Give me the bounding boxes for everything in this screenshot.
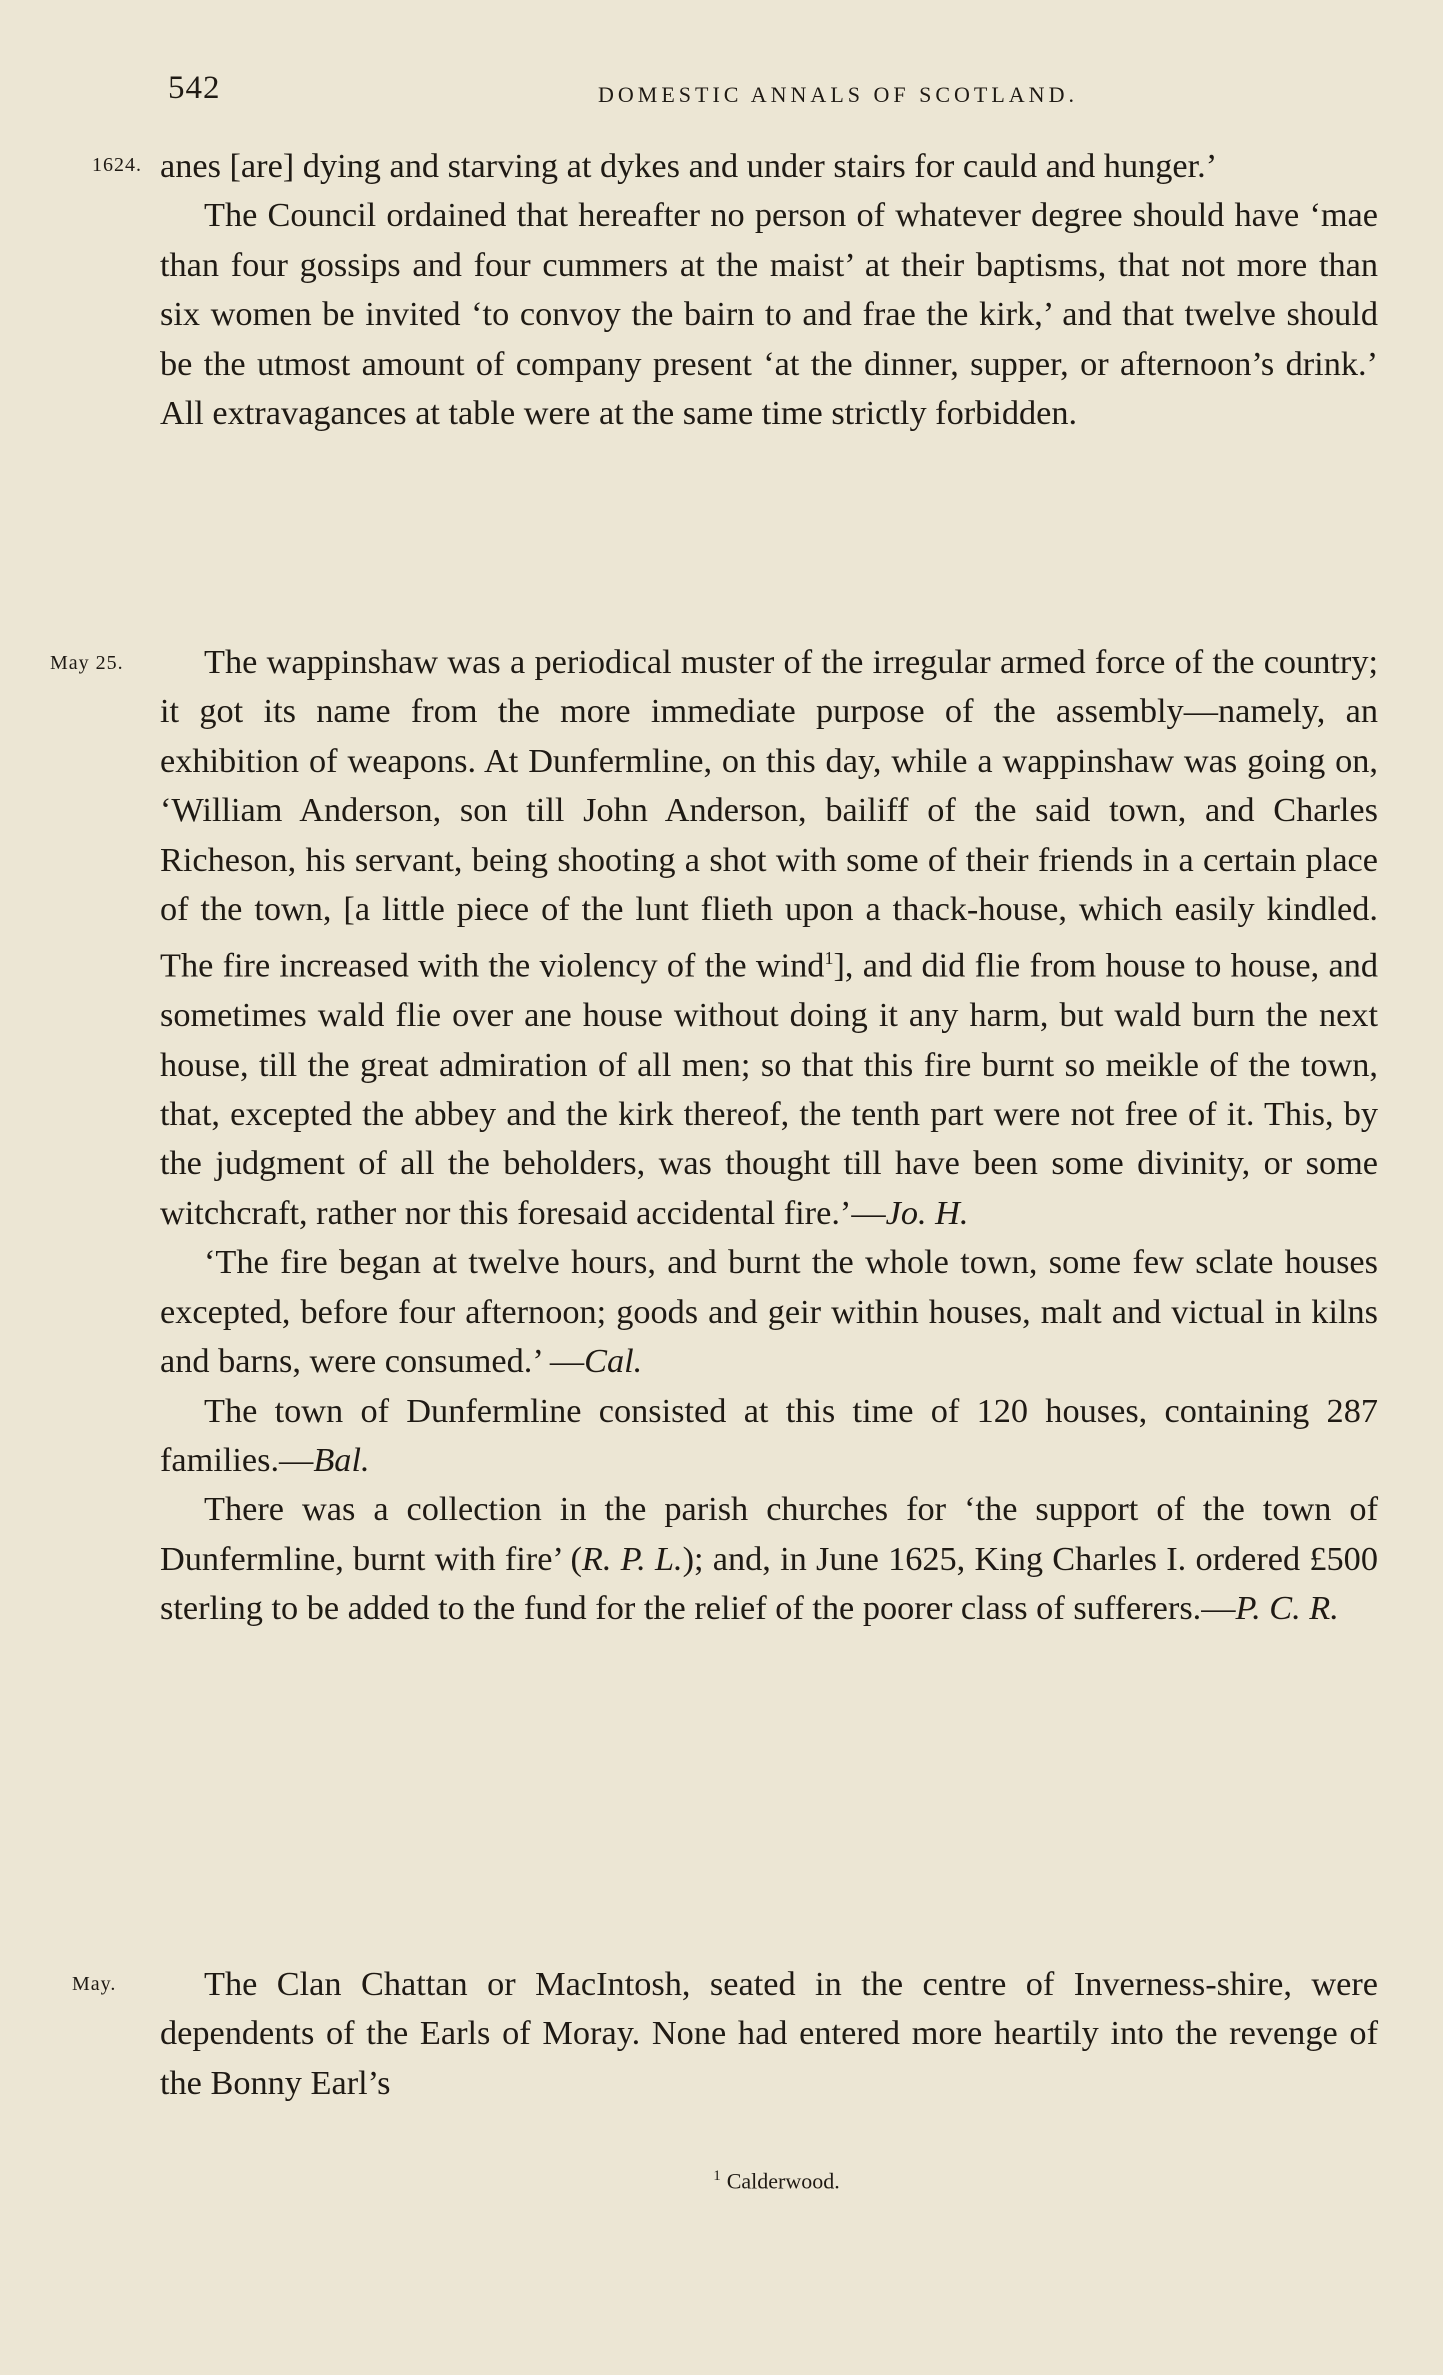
margin-note-may: May. bbox=[72, 1973, 117, 1995]
source-citation: R. P. L. bbox=[581, 1539, 683, 1578]
footnote-ref: 1 bbox=[824, 948, 834, 969]
source-citation: P. C. R. bbox=[1235, 1589, 1339, 1628]
source-citation: Cal. bbox=[584, 1342, 643, 1381]
footnote-text: Calderwood. bbox=[726, 2168, 840, 2194]
footnote bbox=[0, 2168, 1443, 2194]
page-header bbox=[168, 70, 1378, 120]
paragraph: The wappinshaw was a periodical muster of the irregular armed force of the country; it got its name from the more immediate purpose of the assembly—namely, an exhibition of weapons. At Dunfermline, on this day, while a wappinshaw was going on, ‘William Anderson, son till John Anderson, bailiff of the said town, and Charles Richeson, his servant, being shooting a shot with some of their friends in a certain place of the town, [a little piece of the lunt flieth upon a thack-house, which easily kindled. The fire increased with the violency of the wind$^1$], and did flie from house to house, and sometimes wald flie over ane house without doing it any harm, but wald burn the next house, till the great admiration of all men; so that this fire burnt so meikle of the town, that, excepted the abbey and the kirk thereof, the tenth part were not free of it. This, by the judgment of all the beholders, was thought till have been some divinity, or some witchcraft, rather nor this foresaid accidental fire.’—Jo. H. bbox=[160, 643, 1379, 1232]
source-citation: Bal. bbox=[313, 1440, 370, 1479]
paragraph: ‘The fire began at twelve hours, and burnt the whole town, some few sclate houses excepted, before four afternoon; goods and geir within houses, malt and victual in kilns and barns, were consumed.’ —Cal. bbox=[160, 1243, 1378, 1381]
margin-note-year: 1624. bbox=[92, 154, 142, 176]
paragraph: There was a collection in the parish churches for ‘the support of the town of Dunfermline, burnt with fire’ (R. P. L.); and, in June 1625, King Charles I. ordered £500 sterling to be added to the fund for the relief of the poorer class of sufferers.—P. C. R. bbox=[160, 1490, 1378, 1628]
paragraph: The Council ordained that hereafter no person of whatever degree should have ‘mae than four gossips and four cummers at the maist’ at their baptisms, that not more than six women be invited ‘to convoy the bairn to and frae the kirk,’ and that twelve should be the utmost amount of company present ‘at the dinner, supper, or afternoon’s drink.’ All extravagances at table were at the same time strictly forbidden. bbox=[160, 196, 1378, 433]
page-number: 542 bbox=[168, 70, 221, 106]
section-1624 bbox=[160, 142, 1378, 438]
footnote-marker: 1 bbox=[713, 2168, 721, 2184]
source-citation: Jo. H. bbox=[885, 1193, 969, 1232]
running-title: DOMESTIC ANNALS OF SCOTLAND. bbox=[598, 82, 1078, 107]
paragraph: anes [are] dying and starving at dykes and under stairs for cauld and hunger.’ bbox=[160, 147, 1218, 185]
section-may-25 bbox=[160, 638, 1378, 1634]
section-may bbox=[160, 1960, 1378, 2108]
paragraph: The town of Dunfermline consisted at this time of 120 houses, containing 287 families.—Bal. bbox=[160, 1391, 1378, 1479]
margin-note-may-25: May 25. bbox=[50, 652, 124, 674]
paragraph: The Clan Chattan or MacIntosh, seated in the centre of Inverness-shire, were dependents of the Earls of Moray. None had entered more heartily into the revenge of the Bonny Earl’s bbox=[160, 1965, 1378, 2102]
